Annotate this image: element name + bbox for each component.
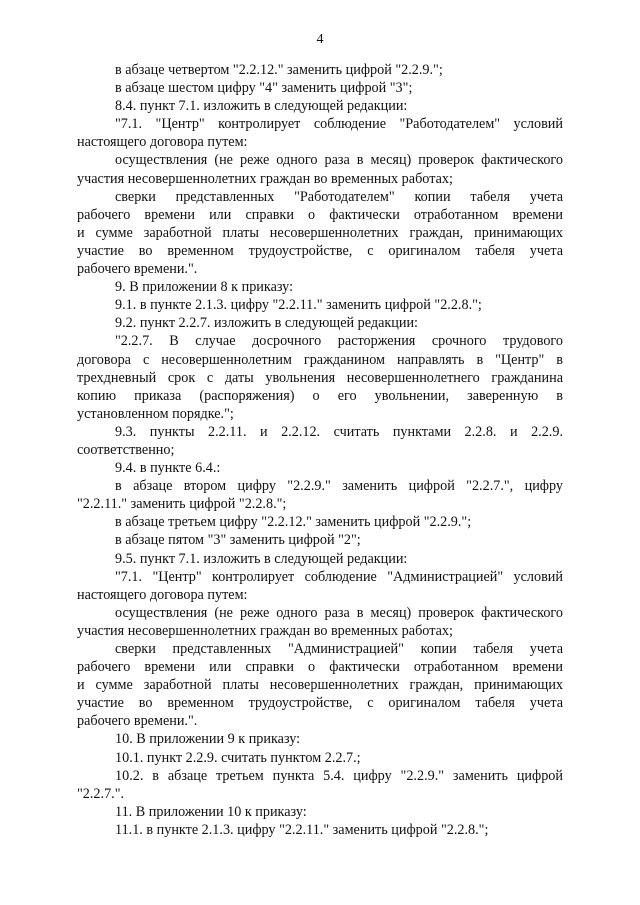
text-line: 9.3. пункты 2.2.11. и 2.2.12. считать пунктами 2.2.8. и 2.2.9.	[115, 423, 563, 440]
text-line: 9.4. в пункте 6.4.:	[115, 460, 221, 477]
text-line: 10. В приложении 9 к приказу:	[115, 731, 301, 748]
text-line: рабочего времени.".	[77, 261, 198, 278]
text-line: 10.1. пункт 2.2.9. считать пунктом 2.2.7.;	[115, 749, 361, 766]
text-line: в абзаце шестом цифру "4" заменить цифрой "3";	[115, 80, 413, 97]
text-line: в абзаце втором цифру "2.2.9." заменить цифрой "2.2.7.", цифру	[115, 478, 563, 495]
text-line: в абзаце пятом "3" заменить цифрой "2";	[115, 532, 361, 549]
text-line: 11.1. в пункте 2.1.3. цифру "2.2.11." заменить цифрой "2.2.8.";	[115, 821, 489, 838]
text-line: 11. В приложении 10 к приказу:	[115, 803, 307, 820]
text-line: 9.1. в пункте 2.1.3. цифру "2.2.11." заменить цифрой "2.2.8.";	[115, 297, 482, 314]
text-line: сверки представленных "Администрацией" копии табеля учета	[115, 641, 563, 657]
text-line: настоящего договора путем:	[77, 134, 248, 151]
document-body	[77, 61, 563, 839]
text-line: участие во временном трудоустройстве, с оригиналом табеля учета	[77, 242, 563, 259]
text-line: участие во временном трудоустройстве, с оригиналом табеля учета	[77, 695, 563, 712]
text-line: в абзаце четвертом "2.2.12." заменить цифрой "2.2.9.";	[115, 62, 443, 78]
text-line: и сумме заработной платы несовершеннолетних граждан, принимающих	[77, 677, 563, 694]
text-line: осуществления (не реже одного раза в месяц) проверок фактического	[115, 152, 563, 169]
text-line: "2.2.7. В случае досрочного расторжения срочного трудового	[115, 333, 563, 350]
text-line: 10.2. в абзаце третьем пункта 5.4. цифру "2.2.9." заменить цифрой	[115, 767, 563, 784]
text-line: трехдневный срок с даты увольнения несовершеннолетнего гражданина	[77, 369, 563, 386]
text-line: участия несовершеннолетних граждан во временных работах;	[77, 622, 453, 639]
text-line: рабочего времени или справки о фактически отработанном времени	[77, 206, 563, 223]
text-line: 9. В приложении 8 к приказу:	[115, 279, 294, 296]
text-line: осуществления (не реже одного раза в месяц) проверок фактического	[115, 604, 563, 621]
text-line: рабочего времени или справки о фактически отработанном времени	[77, 659, 563, 676]
text-line: в абзаце третьем цифру "2.2.12." заменить цифрой "2.2.9.";	[115, 514, 472, 531]
text-line: рабочего времени.".	[77, 713, 198, 730]
text-line: 9.5. пункт 7.1. изложить в следующей редакции:	[115, 550, 408, 567]
page-number: 4	[316, 32, 324, 47]
text-line: соответственно;	[77, 441, 175, 458]
text-line: копию приказа (распоряжения) о его увольнении, заверенную в	[77, 387, 563, 404]
text-line: установленном порядке.";	[77, 405, 234, 422]
text-line: "7.1. "Центр" контролирует соблюдение "Работодателем" условий	[115, 116, 563, 133]
text-line: "2.2.7.".	[77, 785, 125, 802]
text-line: 8.4. пункт 7.1. изложить в следующей редакции:	[115, 98, 408, 115]
text-line: "2.2.11." заменить цифрой "2.2.8.";	[77, 496, 287, 513]
text-line: и сумме заработной платы несовершеннолетних граждан, принимающих	[77, 224, 563, 241]
text-line: участия несовершеннолетних граждан во временных работах;	[77, 170, 453, 187]
text-line: договора с несовершеннолетним гражданином направлять в "Центр" в	[77, 351, 563, 368]
text-line: 9.2. пункт 2.2.7. изложить в следующей редакции:	[115, 315, 418, 332]
text-line: "7.1. "Центр" контролирует соблюдение "Администрацией" условий	[115, 568, 563, 585]
text-line: настоящего договора путем:	[77, 586, 248, 603]
text-line: сверки представленных "Работодателем" копии табеля учета	[115, 188, 563, 205]
